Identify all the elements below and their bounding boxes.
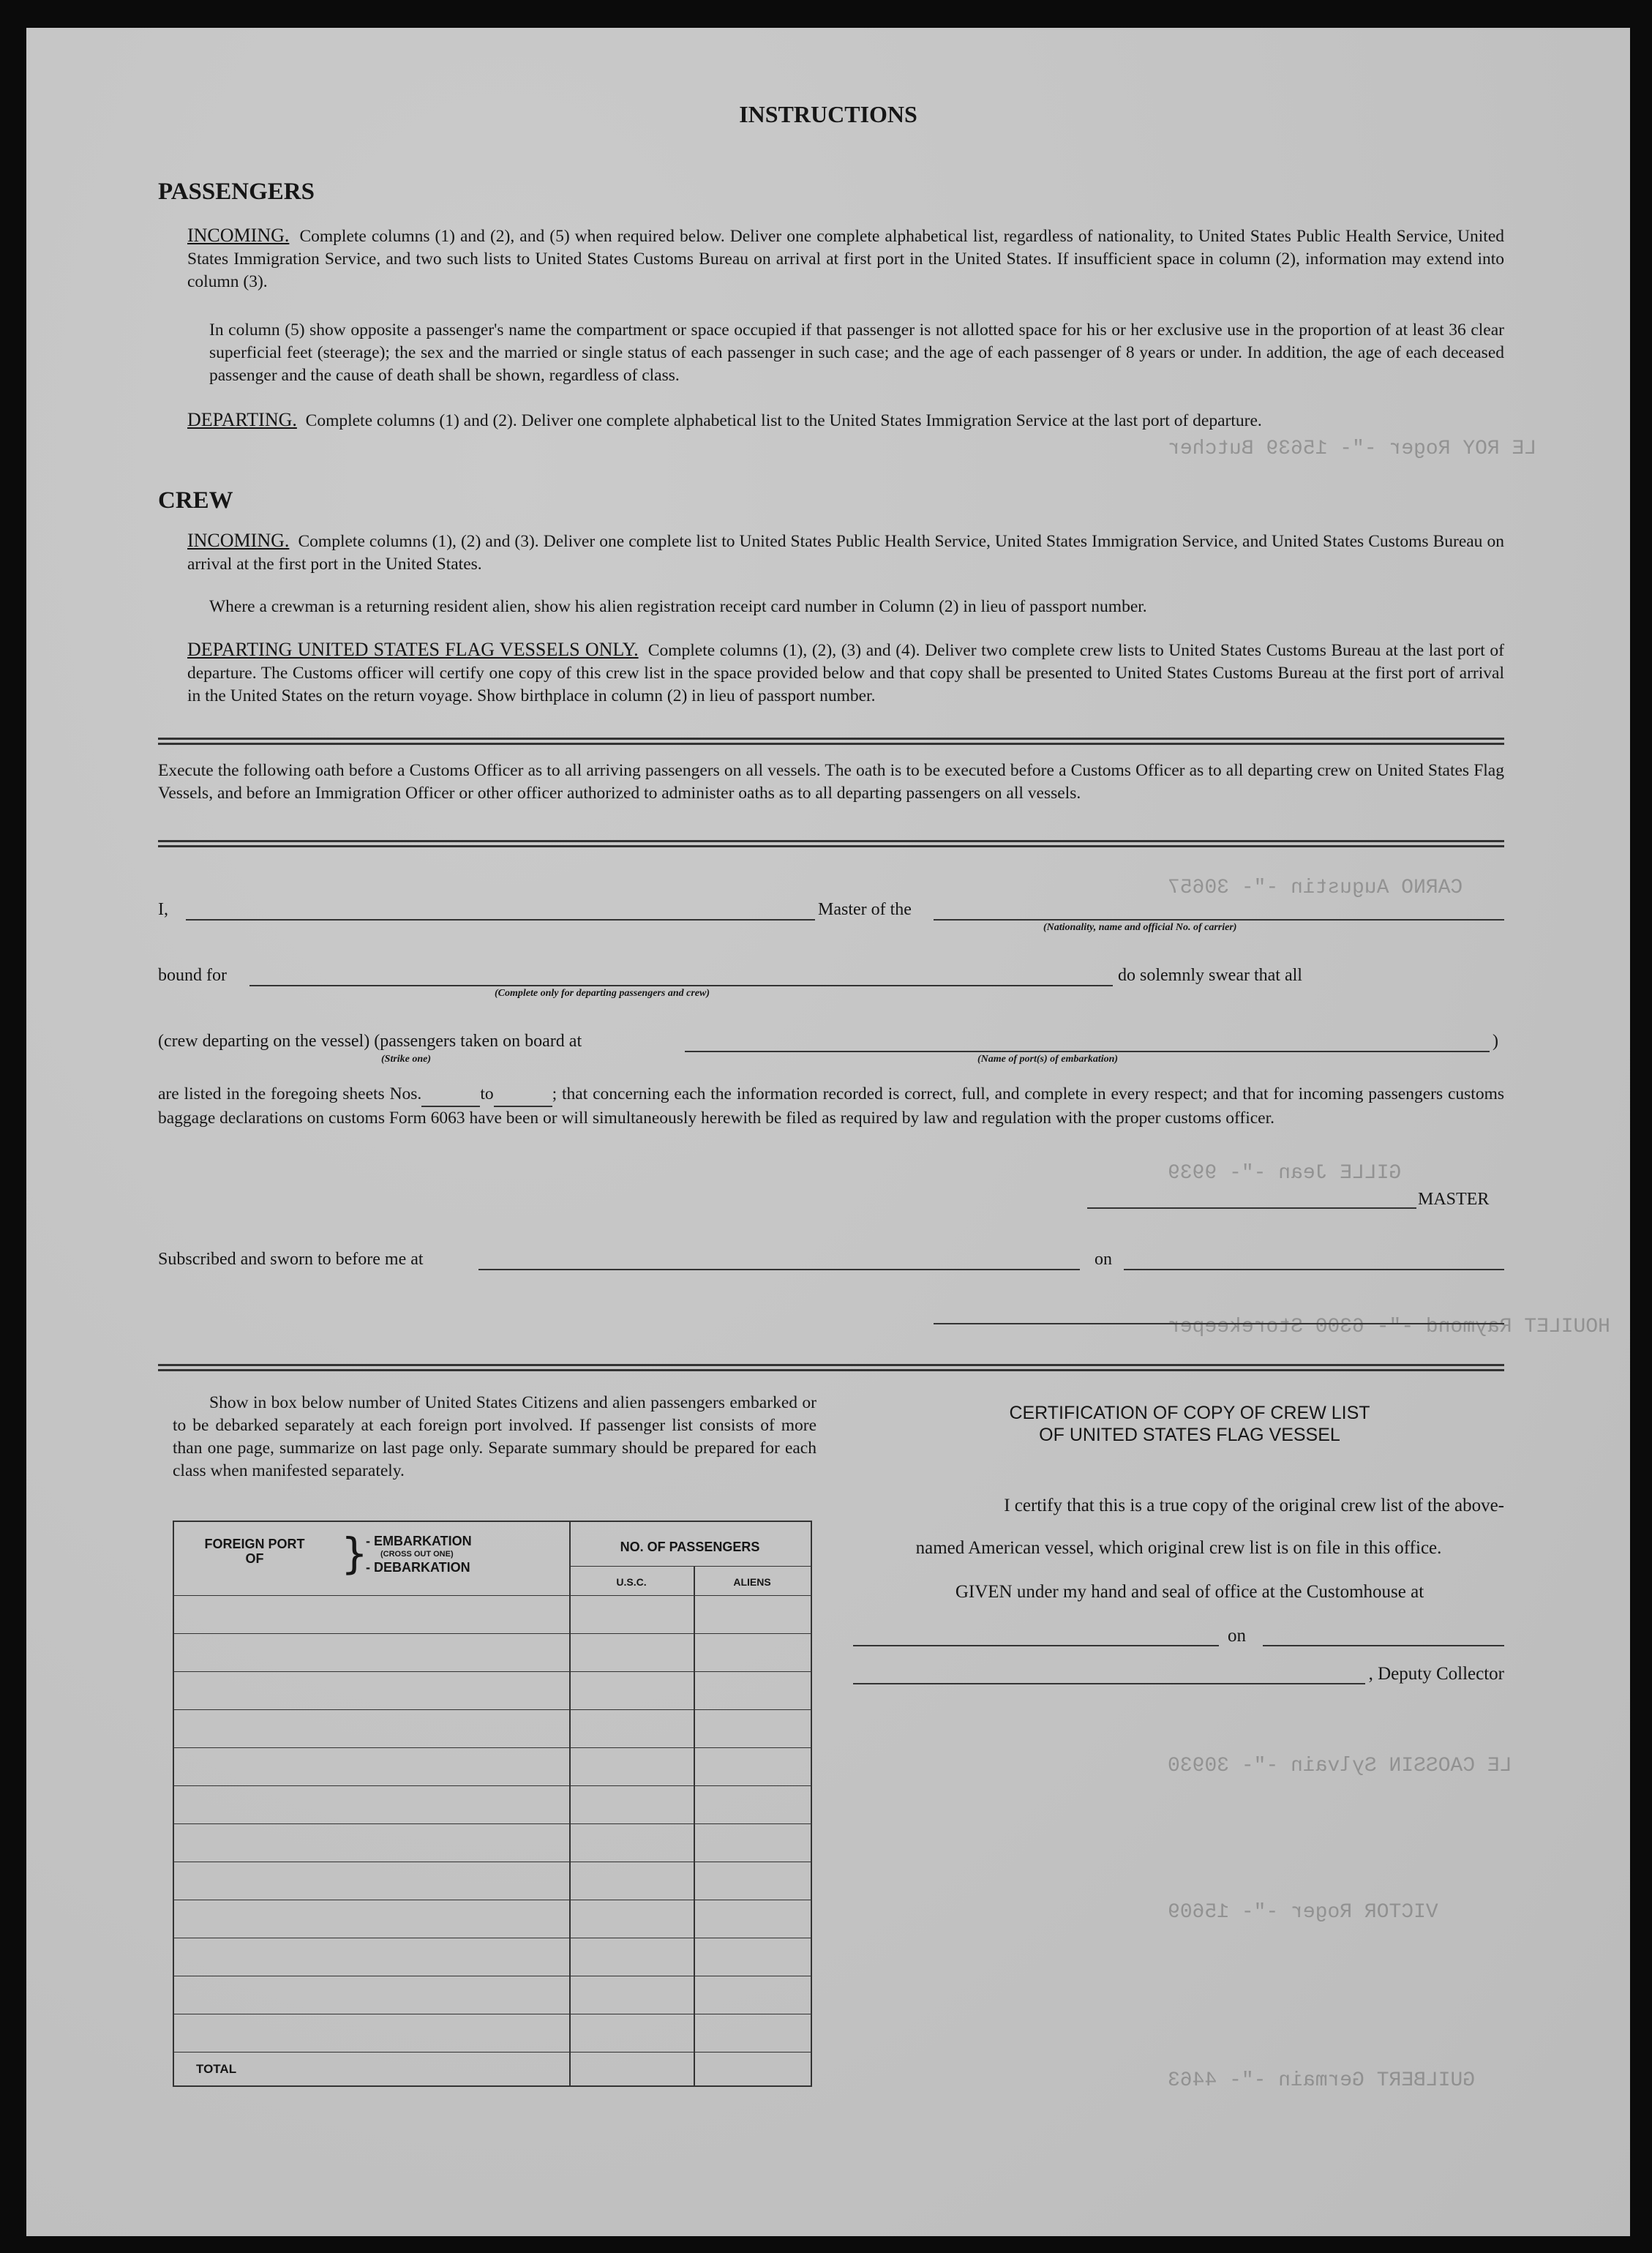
passengers-departing-label: DEPARTING. bbox=[187, 409, 297, 430]
aliens-header: ALIENS bbox=[733, 1576, 771, 1588]
brace-icon: } bbox=[341, 1529, 368, 1578]
passengers-departing-paragraph bbox=[187, 408, 1504, 432]
crew-incoming-text: Complete columns (1), (2) and (3). Deliver one complete list to United States Public Health Service, United States Immigration Service, and United States Customs Bureau on arrival at the first port in the United States. bbox=[187, 532, 1504, 574]
divider bbox=[158, 738, 1504, 745]
certification-text-b: named American vessel, which original crew list is on file in this office. bbox=[915, 1538, 1442, 1558]
page-title: INSTRUCTIONS bbox=[739, 101, 917, 127]
listed-paragraph bbox=[158, 1083, 1504, 1130]
crew-departing-paragraph bbox=[187, 638, 1504, 708]
destination-blank[interactable] bbox=[249, 985, 1113, 986]
divider bbox=[158, 1364, 1504, 1371]
certification-date-blank[interactable] bbox=[1263, 1645, 1504, 1646]
listed-text-b: ; that concerning each the information recorded is correct, full, and complete in every respect; and that for incoming passengers customs baggage declarations on customs Form 6063 have been or will simultaneously herewith be filed as required by law and regulation with the proper customs officer. bbox=[158, 1084, 1504, 1128]
certification-title-2: OF UNITED STATES FLAG VESSEL bbox=[1039, 1425, 1340, 1445]
master-signature-blank[interactable] bbox=[1087, 1207, 1416, 1209]
total-label: TOTAL bbox=[196, 2062, 237, 2076]
foreign-port-header: FOREIGN PORT OF bbox=[204, 1537, 305, 1566]
bound-for-label: bound for bbox=[158, 966, 227, 985]
sworn-place-blank[interactable] bbox=[478, 1269, 1080, 1270]
subscribed-label: Subscribed and sworn to before me at bbox=[158, 1250, 424, 1269]
listed-to: to bbox=[480, 1084, 494, 1103]
crew-departing-text: Complete columns (1), (2), (3) and (4). Deliver two complete crew lists to United States Customs Bureau at the last port of departure. The Customs officer will certify one copy of this crew list in the space provided below and that copy shall be presented to United States Customs Bureau at the first port of arrival in the United States on the return voyage. Show birthplace in column (2) in lieu of passport number. bbox=[187, 641, 1505, 705]
name-blank[interactable] bbox=[186, 919, 815, 921]
sheet-from-blank[interactable] bbox=[421, 1083, 480, 1107]
port-caption: (Name of port(s) of embarkation) bbox=[977, 1054, 1119, 1065]
sheet-to-blank[interactable] bbox=[494, 1083, 552, 1107]
divider bbox=[158, 840, 1504, 847]
crew-departing-text: (crew departing on the vessel) (passengers taken on board at bbox=[158, 1032, 582, 1051]
document-sheet: LE ROY Roger -"- 15639 Butcher CARNO Augustin -"- 30657 GILLE Jean -"- 9939 HOUILET Raymond -"- 6300 Storekeeper LE CAOSSIN Sylvain -"- 30930 VICTOR Roger -"- 15609 GUILBERT Germain -"- 4463 INSTRUCTIONS PASSENGERS INCOMING. Complete columns (1) and (2), and (5) when required below. Deliver one complete alphabetical list, regardless of nationality, to United States Public Health Service, United States Immigration Service, and two such lists to United States Customs Bureau on arrival at first port in the United States. If insufficient space in column (2), information may extend into column (3). In column (5) show opposite a passenger's name the compartment or space occupied if that passenger is not allotted space for his or her exclusive use in the proportion of at least 36 clear superficial feet (steerage); the sex and the married or single status of each passenger in such case; and the age of each passenger of 8 years or under. In addition, the age of each deceased passenger and the cause of death shall be shown, regardless of class. DEPARTING. Complete columns (1) and (2). Deliver one complete alphabetical list to the United States Immigration Service at the last port of departure. CREW INCOMING. Complete columns (1), (2) and (3). Deliver one complete list to United States Public Health Service, United States Immigration Service, and United States Customs Bureau on arrival at the first port in the United States. Where a crewman is a returning resident alien, show his alien registration receipt card number in Column (2) in lieu of passport number. DEPARTING UNITED STATES FLAG VESSELS ONLY. Complete columns (1), (2), (3) and (4). Deliver two complete crew lists to United States Customs Bureau at the last port of departure. The Customs officer will certify one copy of this crew list in the space provided below and that copy shall be presented to United States Customs Bureau at the first port of arrival in the United States on the return voyage. Show birthplace in column (2) in lieu of passport number. Execute the following oath before a Customs Officer as to all arriving passengers on all vessels. The oath is to be executed before a Customs Officer as to all departing crew on United States Flag Vessels, and before an Immigration Officer or other officer authorized to administer oaths as to all departing passengers on all vessels. I, Master of the (Nationality, name and official No. of carrier) bound for do solemnly swear that all (Complete only for departing passengers and crew) (crew departing on the vessel) (passengers taken on board at ) (Strike one) (Name of port(s) of embarkation) are listed in the foregoing sheets Nos. to ; that concerning each the information recorded is correct, full, and complete in every respect; and that for incoming passengers customs baggage declarations on customs Form 6063 have been or will simultaneously herewith be filed as required by law and regulation with the proper customs officer. MASTER Subscribed and sworn to before me at on Show in box below number of United States Citizens and alien passengers embarked or to be debarked separately at each foreign port involved. If passenger list consists of more than one page, summarize on last page only. Separate summary should be prepared for each class when manifested separately. FOREIGN PORT OF } - EMBARKATION (CROSS OUT ONE) - DEBARKATION NO. OF PASSENGERS U.S.C. ALIENS TOTAL CERTIFICATION OF COPY OF CREW LIST OF UNITED STATES FLAG VESSEL I certify that this is a true copy of the original crew list of the above- named American vessel, which original crew list is on file in this office. GIVEN under my hand and seal of office at the Customhouse at on , Deputy Collector bbox=[26, 28, 1630, 2236]
certification-given: GIVEN under my hand and seal of office at the Customhouse at bbox=[955, 1582, 1424, 1602]
master-of-label: Master of the bbox=[818, 900, 912, 919]
passengers-incoming-text: Complete columns (1) and (2), and (5) when required below. Deliver one complete alphabetical list, regardless of nationality, to United States Public Health Service, United States Immigration Service, and two such lists to United States Customs Bureau on arrival at first port in the United States. If insufficient space in column (2), information may extend into column (3). bbox=[187, 227, 1504, 291]
strike-one-caption: (Strike one) bbox=[381, 1054, 432, 1065]
debarkation-header: - DEBARKATION bbox=[366, 1560, 470, 1575]
deputy-signature-blank[interactable] bbox=[853, 1683, 1365, 1684]
customhouse-blank[interactable] bbox=[853, 1645, 1219, 1646]
deputy-collector-label: , Deputy Collector bbox=[1368, 1664, 1504, 1684]
certification-title-1: CERTIFICATION OF COPY OF CREW LIST bbox=[1009, 1403, 1370, 1423]
listed-text-a: are listed in the foregoing sheets Nos. bbox=[158, 1084, 422, 1103]
port-blank[interactable] bbox=[685, 1051, 1490, 1052]
sworn-on-label: on bbox=[1095, 1250, 1112, 1269]
passengers-departing-text: Complete columns (1) and (2). Deliver one complete alphabetical list to the United States Immigration Service at the last port of departure. bbox=[305, 411, 1262, 430]
crew-incoming-paragraph bbox=[187, 529, 1504, 576]
usc-header: U.S.C. bbox=[616, 1576, 647, 1588]
summary-instructions: Show in box below number of United States Citizens and alien passengers embarked or to be debarked separately at each foreign port involved. If passenger list consists of more than one page, summarize on last page only. Separate summary should be prepared for each class when manifested separately. bbox=[173, 1393, 816, 1480]
swear-text: do solemnly swear that all bbox=[1118, 966, 1302, 985]
embarkation-header: - EMBARKATION bbox=[366, 1534, 472, 1548]
passenger-summary-table bbox=[173, 1521, 812, 2087]
nationality-caption: (Nationality, name and official No. of carrier) bbox=[1043, 922, 1237, 933]
crew-heading: CREW bbox=[158, 487, 233, 514]
complete-only-caption: (Complete only for departing passengers and crew) bbox=[495, 988, 710, 999]
officer-signature-blank[interactable] bbox=[934, 1323, 1504, 1324]
passengers-column5-paragraph: In column (5) show opposite a passenger's name the compartment or space occupied if that passenger is not allotted space for his or her exclusive use in the proportion of at least 36 clear superficial feet (steerage); the sex and the married or single status of each passenger in such case; and the age of each passenger of 8 years or under. In addition, the age of each deceased passenger and the cause of death shall be shown, regardless of class. bbox=[209, 320, 1504, 385]
cross-out-note: (CROSS OUT ONE) bbox=[380, 1550, 454, 1559]
carrier-blank[interactable] bbox=[934, 919, 1504, 921]
passengers-heading: PASSENGERS bbox=[158, 179, 315, 205]
master-label: MASTER bbox=[1418, 1190, 1490, 1209]
certification-on-label: on bbox=[1228, 1626, 1246, 1646]
crew-incoming-label: INCOMING. bbox=[187, 530, 290, 551]
passengers-incoming-label: INCOMING. bbox=[187, 225, 290, 246]
no-of-passengers-header: NO. OF PASSENGERS bbox=[620, 1540, 760, 1554]
certification-text-a: I certify that this is a true copy of the original crew list of the above- bbox=[1004, 1496, 1504, 1515]
crew-resident-paragraph: Where a crewman is a returning resident alien, show his alien registration receipt card number in Column (2) in lieu of passport number. bbox=[209, 597, 1147, 616]
crew-departing-label: DEPARTING UNITED STATES FLAG VESSELS ONLY. bbox=[187, 639, 639, 660]
close-paren: ) bbox=[1493, 1032, 1498, 1051]
passengers-incoming-paragraph bbox=[187, 224, 1504, 293]
oath-intro: Execute the following oath before a Customs Officer as to all arriving passengers on all vessels. The oath is to be executed before a Customs Officer as to all departing crew on United States Flag Vessels, and before an Immigration Officer or other officer authorized to administer oaths as to all departing passengers on all vessels. bbox=[158, 761, 1504, 803]
sworn-date-blank[interactable] bbox=[1124, 1269, 1504, 1270]
oath-i-label: I, bbox=[158, 900, 168, 919]
